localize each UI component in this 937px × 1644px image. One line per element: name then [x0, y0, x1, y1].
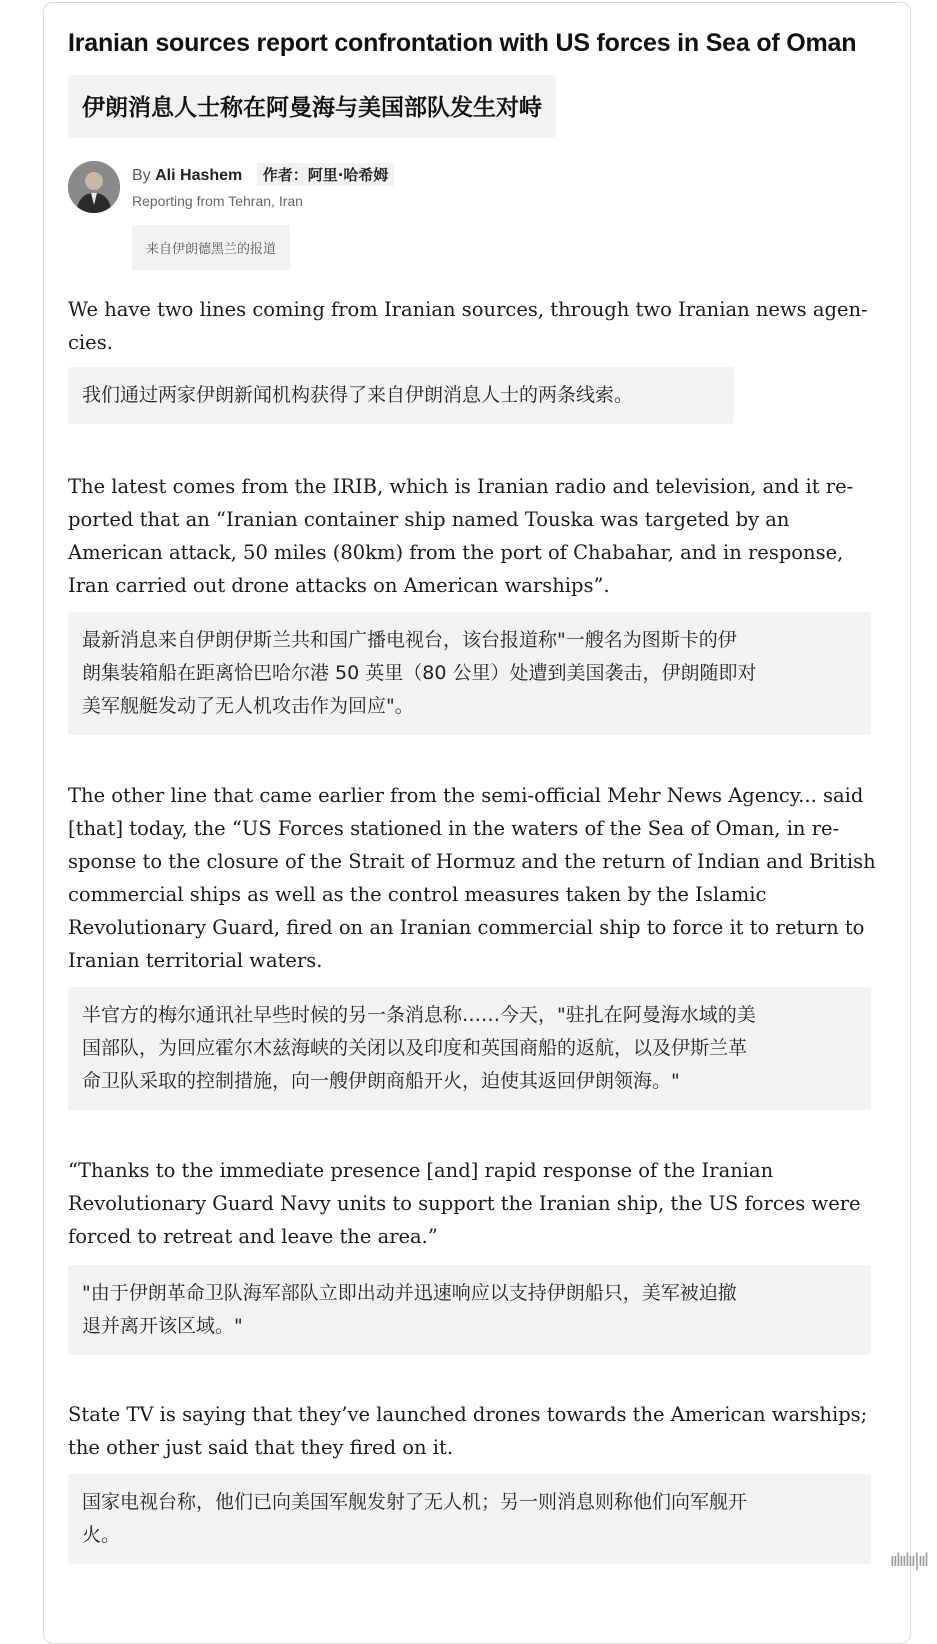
paragraph-4: [68, 1154, 878, 1253]
translation-line: 火。: [82, 1519, 857, 1552]
paragraph-line: The latest comes from the IRIB, which is Iranian radio and television, and it re-: [68, 470, 878, 503]
translation-line: 命卫队采取的控制措施，向一艘伊朗商船开火，迫使其返回伊朗领海。": [82, 1065, 857, 1098]
paragraph-line: Iran carried out drone attacks on American warships”.: [68, 569, 878, 602]
translation-line: 朗集装箱船在距离恰巴哈尔港 50 英里（80 公里）处遭到美国袭击，伊朗随即对: [82, 657, 857, 690]
paragraph-4-translation: [68, 1265, 871, 1355]
translation-line: 最新消息来自伊朗伊斯兰共和国广播电视台，该台报道称"一艘名为图斯卡的伊: [82, 624, 857, 657]
paragraph-line: the other just said that they fired on it.: [68, 1431, 878, 1464]
paragraph-line: Revolutionary Guard, fired on an Iranian commercial ship to force it to return to: [68, 911, 878, 944]
paragraph-line: forced to retreat and leave the area.”: [68, 1220, 878, 1253]
paragraph-2-translation: [68, 612, 871, 735]
headline-translation: 伊朗消息人士称在阿曼海与美国部队发生对峙: [68, 75, 556, 138]
translation-line: 国家电视台称，他们已向美国军舰发射了无人机；另一则消息则称他们向军舰开: [82, 1486, 857, 1519]
byline-prefix: By: [132, 167, 151, 184]
reporting-location-translation: 来自伊朗德黑兰的报道: [132, 225, 290, 270]
author-name-translation: 作者：阿里·哈希姆: [257, 163, 395, 186]
translation-line: 我们通过两家伊朗新闻机构获得了来自伊朗消息人士的两条线索。: [82, 379, 720, 412]
paragraph-line: State TV is saying that they’ve launched drones towards the American warships;: [68, 1398, 878, 1431]
byline: [132, 163, 394, 186]
translation-line: 退并离开该区域。": [82, 1310, 857, 1343]
paragraph-line: commercial ships as well as the control measures taken by the Islamic: [68, 878, 878, 911]
paragraph-1-translation: [68, 367, 734, 424]
paragraph-line: ported that an “Iranian container ship named Touska was targeted by an: [68, 503, 878, 536]
paragraph-3-translation: [68, 987, 871, 1110]
paragraph-line: Iranian territorial waters.: [68, 944, 878, 977]
paragraph-line: “Thanks to the immediate presence [and] rapid response of the Iranian: [68, 1154, 878, 1187]
paragraph-5-translation: [68, 1474, 871, 1564]
paragraph-5: [68, 1398, 878, 1464]
watermark: ıılıılıı|ııl: [890, 1550, 927, 1571]
translation-line: 半官方的梅尔通讯社早些时候的另一条消息称……今天，"驻扎在阿曼海水域的美: [82, 999, 857, 1032]
article-card: [43, 2, 911, 1644]
headline: Iranian sources report confrontation with US forces in Sea of Oman: [68, 29, 856, 58]
author-name[interactable]: Ali Hashem: [155, 167, 242, 184]
translation-line: 美军舰艇发动了无人机攻击作为回应"。: [82, 690, 857, 723]
author-photo-icon: [68, 161, 120, 213]
translation-line: "由于伊朗革命卫队海军部队立即出动并迅速响应以支持伊朗船只，美军被迫撤: [82, 1277, 857, 1310]
translation-line: 国部队，为回应霍尔木兹海峡的关闭以及印度和英国商船的返航，以及伊斯兰革: [82, 1032, 857, 1065]
paragraph-line: [that] today, the “US Forces stationed in the waters of the Sea of Oman, in re-: [68, 812, 878, 845]
paragraph-line: cies.: [68, 326, 878, 359]
reporting-location: Reporting from Tehran, Iran: [132, 193, 303, 209]
author-avatar[interactable]: [68, 161, 120, 213]
paragraph-line: Revolutionary Guard Navy units to support the Iranian ship, the US forces were: [68, 1187, 878, 1220]
paragraph-2: [68, 470, 878, 602]
paragraph-line: The other line that came earlier from the semi-official Mehr News Agency... said: [68, 779, 878, 812]
paragraph-1: [68, 293, 878, 359]
paragraph-3: [68, 779, 878, 977]
paragraph-line: American attack, 50 miles (80km) from the port of Chabahar, and in response,: [68, 536, 878, 569]
paragraph-line: We have two lines coming from Iranian sources, through two Iranian news agen-: [68, 293, 878, 326]
paragraph-line: sponse to the closure of the Strait of Hormuz and the return of Indian and British: [68, 845, 878, 878]
